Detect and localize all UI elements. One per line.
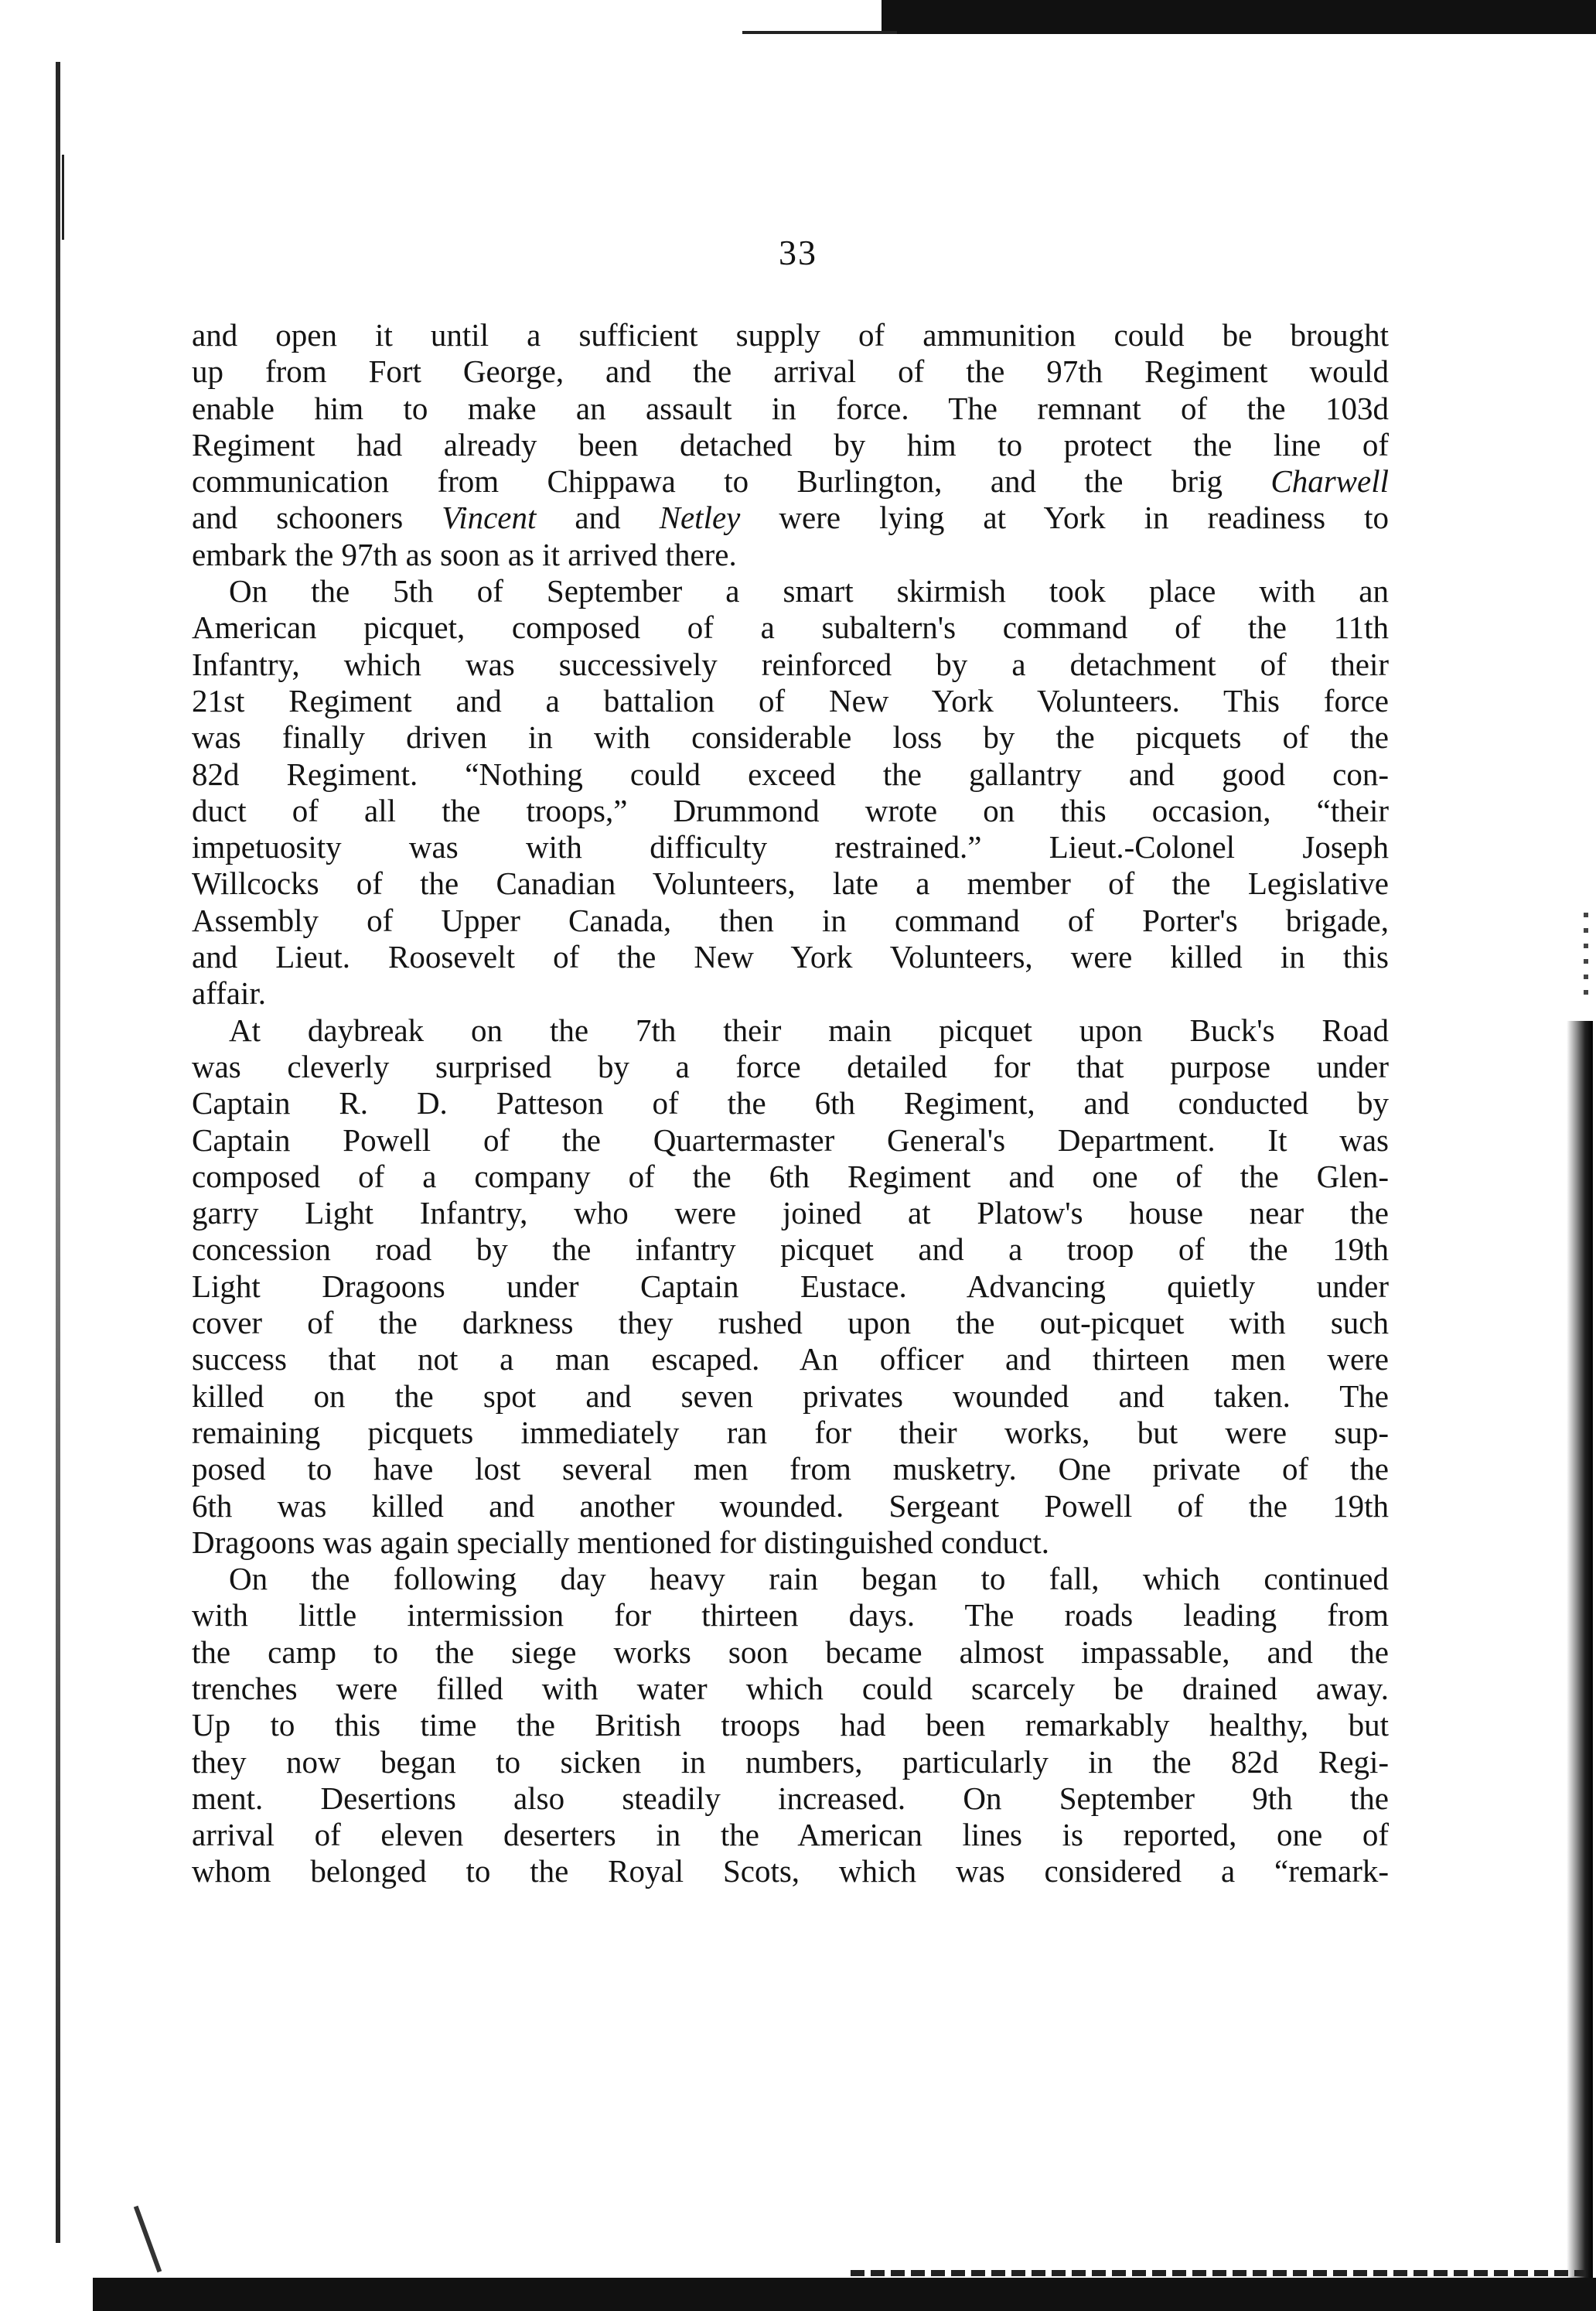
text-line: with little intermission for thirteen days. The roads leading from bbox=[192, 1597, 1389, 1633]
scan-binding-edge bbox=[56, 62, 60, 2243]
text-line: ment. Desertions also steadily increased. On September 9th the bbox=[192, 1780, 1389, 1816]
paragraph bbox=[192, 1561, 1389, 1890]
text-line: communication from Chippawa to Burlington, and the brig Charwell bbox=[192, 463, 1389, 500]
body-text bbox=[192, 317, 1389, 1890]
text-line: impetuosity was with difficulty restrained.” Lieut.-Colonel Joseph bbox=[192, 829, 1389, 865]
text-line: Up to this time the British troops had been remarkably healthy, but bbox=[192, 1707, 1389, 1743]
scan-mark-bottom bbox=[134, 2206, 162, 2273]
scan-binding-mark bbox=[62, 155, 64, 240]
scan-edge-bottom-thin bbox=[851, 2270, 1585, 2276]
paragraph bbox=[192, 573, 1389, 1012]
scan-edge-top bbox=[882, 0, 1596, 34]
text-line: enable him to make an assault in force. The remnant of the 103d bbox=[192, 390, 1389, 426]
text-line: On the 5th of September a smart skirmish took place with an bbox=[229, 573, 1389, 609]
text-line: posed to have lost several men from musketry. One private of the bbox=[192, 1451, 1389, 1487]
scan-specks bbox=[1584, 913, 1588, 1005]
text-line: Dragoons was again specially mentioned for distinguished conduct. bbox=[192, 1524, 1050, 1560]
text-line: 6th was killed and another wounded. Sergeant Powell of the 19th bbox=[192, 1487, 1389, 1524]
text-line: Light Dragoons under Captain Eustace. Advancing quietly under bbox=[192, 1268, 1389, 1304]
text-line: concession road by the infantry picquet and a troop of the 19th bbox=[192, 1231, 1389, 1268]
paragraph bbox=[192, 317, 1389, 573]
text-line: success that not a man escaped. An officer and thirteen men were bbox=[192, 1341, 1389, 1377]
text-line: the camp to the siege works soon became almost impassable, and the bbox=[192, 1633, 1389, 1670]
text-line: killed on the spot and seven privates wounded and taken. The bbox=[192, 1377, 1389, 1414]
text-line: composed of a company of the 6th Regiment and one of the Glen- bbox=[192, 1158, 1389, 1194]
text-line: up from Fort George, and the arrival of the 97th Regiment would bbox=[192, 353, 1389, 390]
page-number: 33 bbox=[779, 233, 817, 272]
text-line: arrival of eleven deserters in the American lines is reported, one of bbox=[192, 1817, 1389, 1853]
text-line: they now began to sicken in numbers, particularly in the 82d Regi- bbox=[192, 1743, 1389, 1780]
text-line: 82d Regiment. “Nothing could exceed the gallantry and good con- bbox=[192, 756, 1389, 792]
text-line: trenches were filled with water which could scarcely be drained away. bbox=[192, 1670, 1389, 1706]
scan-edge-bottom bbox=[93, 2278, 1596, 2311]
text-line: Captain Powell of the Quartermaster General's Department. It was bbox=[192, 1121, 1389, 1158]
text-line: Willcocks of the Canadian Volunteers, late a member of the Legislative bbox=[192, 865, 1389, 902]
text-line: American picquet, composed of a subaltern's command of the 11th bbox=[192, 609, 1389, 646]
text-line: garry Light Infantry, who were joined at Platow's house near the bbox=[192, 1195, 1389, 1231]
text-line: Captain R. D. Patteson of the 6th Regiment, and conducted by bbox=[192, 1085, 1389, 1121]
paragraph bbox=[192, 1012, 1389, 1561]
text-line: cover of the darkness they rushed upon the out-picquet with such bbox=[192, 1305, 1389, 1341]
text-line: On the following day heavy rain began to fall, which continued bbox=[229, 1561, 1389, 1597]
text-line: At daybreak on the 7th their main picquet upon Buck's Road bbox=[229, 1012, 1389, 1048]
text-line: and open it until a sufficient supply of ammunition could be brought bbox=[192, 317, 1389, 353]
text-line: was finally driven in with considerable loss by the picquets of the bbox=[192, 719, 1389, 756]
text-line: Assembly of Upper Canada, then in command of Porter's brigade, bbox=[192, 902, 1389, 938]
text-line: duct of all the troops,” Drummond wrote on this occasion, “their bbox=[192, 792, 1389, 828]
text-line: remaining picquets immediately ran for their works, but were sup- bbox=[192, 1414, 1389, 1450]
text-line: and schooners Vincent and Netley were lying at York in readiness to bbox=[192, 500, 1390, 536]
text-line: whom belonged to the Royal Scots, which was considered a “remark- bbox=[192, 1853, 1389, 1889]
scan-edge-right bbox=[1567, 1021, 1593, 2289]
text-line: 21st Regiment and a battalion of New York Volunteers. This force bbox=[192, 682, 1389, 719]
scan-edge-top-thin bbox=[742, 31, 897, 34]
text-line: Regiment had already been detached by him to protect the line of bbox=[192, 426, 1389, 463]
text-line: Infantry, which was successively reinforced by a detachment of their bbox=[192, 646, 1389, 682]
text-line: affair. bbox=[192, 975, 266, 1012]
text-line: was cleverly surprised by a force detailed for that purpose under bbox=[192, 1048, 1389, 1084]
text-line: and Lieut. Roosevelt of the New York Volunteers, were killed in this bbox=[192, 939, 1389, 975]
text-line: embark the 97th as soon as it arrived there. bbox=[192, 536, 737, 572]
